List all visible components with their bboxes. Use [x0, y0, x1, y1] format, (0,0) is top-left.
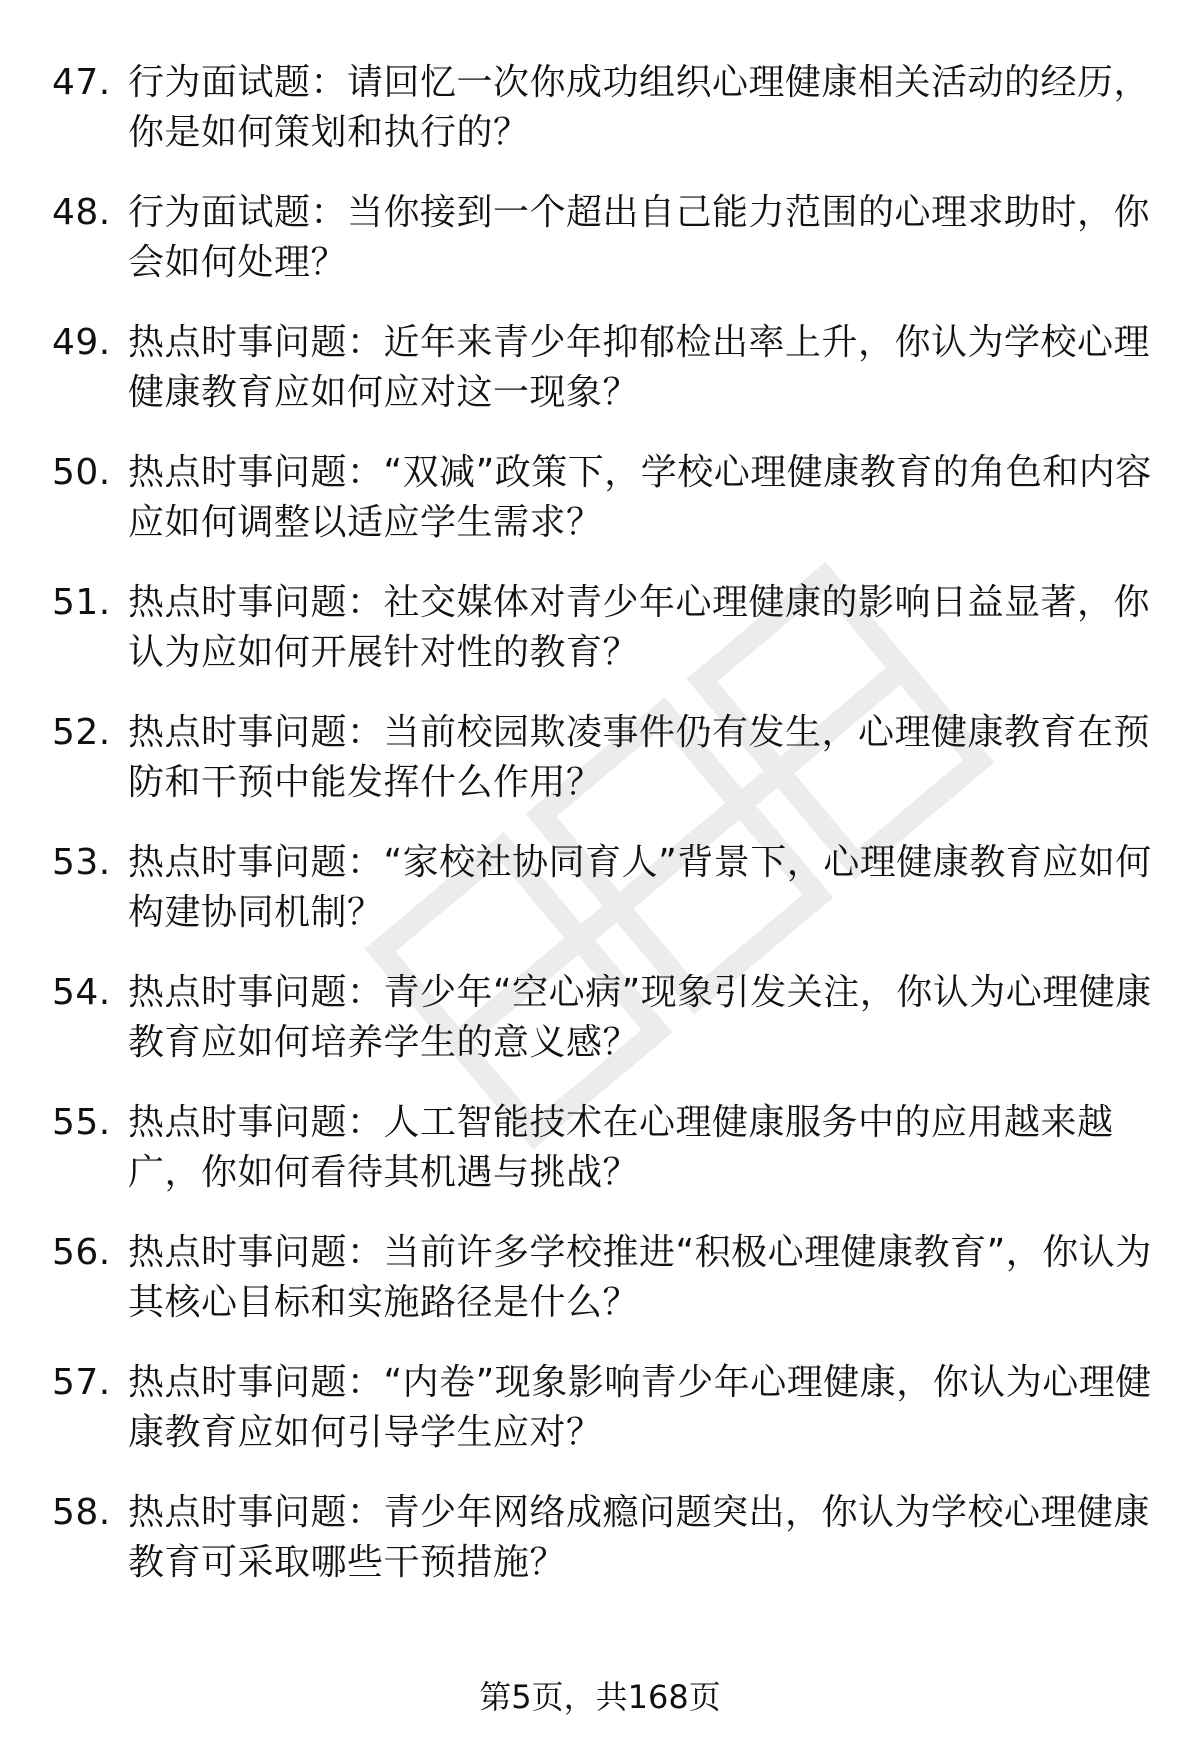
list-item — [52, 188, 1152, 288]
list-item — [52, 968, 1152, 1068]
list-item — [52, 578, 1152, 678]
question-text: 热点时事问题：社交媒体对青少年心理健康的影响日益显著，你认为应如何开展针对性的教育？ — [128, 582, 1151, 673]
list-item — [52, 1488, 1152, 1588]
question-number: 51. — [52, 582, 111, 623]
question-text: 热点时事问题：“家校社协同育人”背景下，心理健康教育应如何构建协同机制？ — [128, 842, 1152, 933]
list-item — [52, 58, 1152, 158]
question-text: 热点时事问题：近年来青少年抑郁检出率上升，你认为学校心理健康教育应如何应对这一现象？ — [128, 322, 1151, 413]
question-text: 热点时事问题：当前许多学校推进“积极心理健康教育”，你认为其核心目标和实施路径是什么？ — [128, 1232, 1152, 1323]
question-number: 58. — [52, 1492, 111, 1533]
question-number: 56. — [52, 1232, 111, 1273]
list-item — [52, 1358, 1152, 1458]
question-text: 行为面试题：当你接到一个超出自己能力范围的心理求助时，你会如何处理？ — [128, 192, 1151, 283]
list-item — [52, 708, 1152, 808]
question-text: 热点时事问题：人工智能技术在心理健康服务中的应用越来越广，你如何看待其机遇与挑战？ — [128, 1102, 1114, 1193]
question-text: 热点时事问题：当前校园欺凌事件仍有发生，心理健康教育在预防和干预中能发挥什么作用？ — [128, 712, 1151, 803]
question-text: 热点时事问题：“双减”政策下，学校心理健康教育的角色和内容应如何调整以适应学生需求？ — [128, 452, 1152, 543]
question-number: 53. — [52, 842, 111, 883]
question-number: 49. — [52, 322, 111, 363]
list-item — [52, 1098, 1152, 1198]
list-item — [52, 1228, 1152, 1328]
question-number: 54. — [52, 972, 111, 1013]
page-footer: 第5页，共168页 — [479, 1678, 721, 1716]
question-number: 55. — [52, 1102, 111, 1143]
question-number: 52. — [52, 712, 111, 753]
list-item — [52, 318, 1152, 418]
question-text: 热点时事问题：“内卷”现象影响青少年心理健康，你认为心理健康教育应如何引导学生应对？ — [128, 1362, 1152, 1453]
question-text: 热点时事问题：青少年网络成瘾问题突出，你认为学校心理健康教育可采取哪些干预措施？ — [128, 1492, 1151, 1583]
question-number: 50. — [52, 452, 111, 493]
question-number: 57. — [52, 1362, 111, 1403]
question-text: 热点时事问题：青少年“空心病”现象引发关注，你认为心理健康教育应如何培养学生的意义感？ — [128, 972, 1152, 1063]
list-item — [52, 838, 1152, 938]
question-text: 行为面试题：请回忆一次你成功组织心理健康相关活动的经历，你是如何策划和执行的？ — [128, 62, 1151, 153]
list-item — [52, 448, 1152, 548]
question-number: 47. — [52, 62, 111, 103]
question-number: 48. — [52, 192, 111, 233]
question-list — [52, 58, 1152, 1618]
